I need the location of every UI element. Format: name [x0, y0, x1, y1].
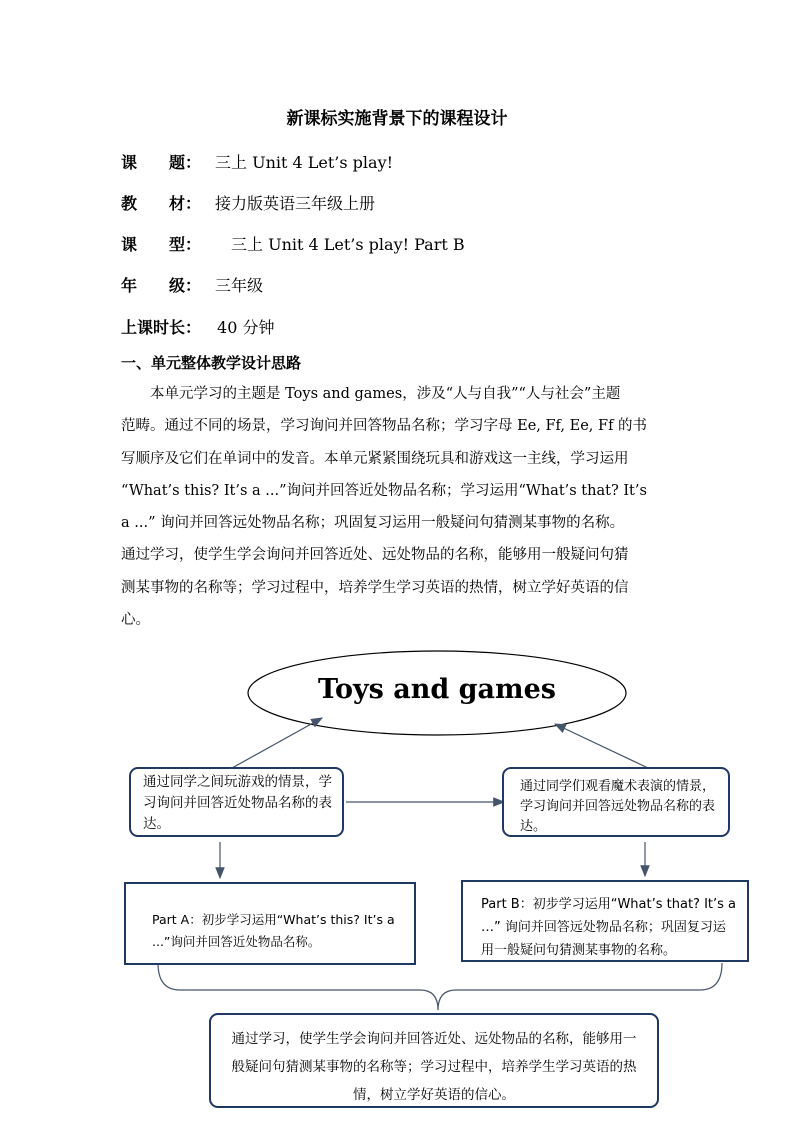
field-label: 上课时长： — [121, 318, 202, 337]
field-value: 三上 Unit 4 Let’s play! — [215, 153, 394, 172]
paragraph-line: “What’s this? It’s a ...”询问并回答近处物品名称；学习运用“What’s that? It’s — [121, 482, 647, 499]
left-context-box: 通过同学之间玩游戏的情景，学习询问并回答近处物品名称的表达。 — [129, 767, 344, 837]
part-b-box: Part B：初步学习运用“What’s that? It’s a …” 询问并回答远处物品名称；巩固复习运用一般疑问句猜测某事物的名称。 — [461, 880, 749, 962]
part-a-box: Part A：初步学习运用“What’s this? It’s a ...”询问并回答近处物品名称。 — [124, 882, 416, 965]
paragraph-line: 通过学习，使学生学会询问并回答近处、远处物品的名称，能够用一般疑问句猜 — [121, 547, 629, 564]
paragraph-line: 本单元学习的主题是 Toys and games，涉及“人与自我”“人与社会”主题 — [150, 386, 621, 402]
summary-line: 情，树立学好英语的信心。 — [353, 1087, 515, 1103]
field-label: 年 级： — [121, 276, 202, 295]
summary-line: 般疑问句猜测某事物的名称等；学习过程中，培养学生学习英语的热 — [231, 1059, 637, 1075]
brace — [158, 963, 722, 1010]
paragraph-line: a ...” 询问并回答远处物品名称；巩固复习运用一般疑问句猜测某事物的名称。 — [121, 515, 625, 532]
arrow-right-to-center — [555, 724, 648, 768]
field-value: 三上 Unit 4 Let’s play! Part B — [215, 235, 465, 254]
paragraph-line: 写顺序及它们在单词中的发音。本单元紧紧围绕玩具和游戏这一主线，学习运用 — [121, 450, 629, 467]
field-value: 接力版英语三年级上册 — [215, 194, 376, 213]
field-value: 三年级 — [215, 276, 264, 295]
field-label: 课 型： — [121, 235, 202, 254]
field-label: 课 题： — [121, 153, 202, 172]
paragraph-line: 范畴。通过不同的场景，学习询问并回答物品名称；学习字母 Ee, Ff, Ee, Ff 的书 — [121, 418, 648, 435]
summary-line: 通过学习，使学生学会询问并回答近处、远处物品的名称，能够用一 — [231, 1031, 637, 1047]
right-context-box: 通过同学们观看魔术表演的情景，学习询问并回答远处物品名称的表达。 — [502, 767, 730, 837]
document-title: 新课标实施背景下的课程设计 — [286, 109, 508, 129]
diagram-center-label: Toys and games — [317, 674, 557, 705]
paragraph-line: 测某事物的名称等；学习过程中，培养学生学习英语的热情，树立学好英语的信 — [121, 579, 629, 596]
field-label: 教 材： — [121, 194, 202, 213]
field-value: 40 分钟 — [201, 318, 275, 337]
section-heading: 一、单元整体教学设计思路 — [121, 354, 302, 372]
summary-box — [209, 1013, 659, 1108]
paragraph-line: 心。 — [121, 612, 150, 629]
arrow-left-to-center — [232, 718, 322, 768]
